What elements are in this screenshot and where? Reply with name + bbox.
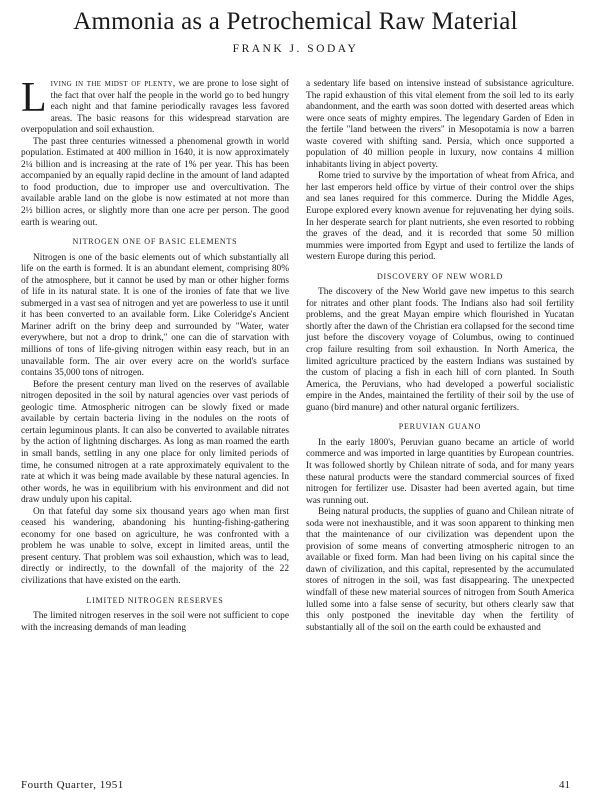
section-heading: NITROGEN ONE OF BASIC ELEMENTS: [72, 237, 238, 247]
intro-paragraph: [21, 75, 289, 137]
section-heading: DISCOVERY OF NEW WORLD: [376, 271, 504, 281]
paragraph: Nitrogen is one of the basic elements out of which substantially all life on the earth is formed. It is an abundant element, comprising 80% of the atmosphere, but it cannot be used by man or other higher forms of life in its natural state. It is one of the ironies of fate that we live submerged in a vast sea of nitrogen and yet are powerless to use it until it has been converted to an available form. Like Coleridge's Ancient Mariner adrift on the briny deep and surrounded by "Water, water everywhere, but not a drop to drink," one can die of starvation with millions of tons of life-giving nitrogen within easy reach, but in an unavailable form. The air over every acre on the world's surface contains 35,000 tons of nitrogen.: [21, 252, 289, 379]
lead-in-caps: iving in the midst of plenty,: [50, 79, 176, 89]
intro-text: we are prone to lose sight of the fact that over half the people in the world go to bed hungry each night and that famine periodically ravages less favored areas. The basic reasons for this widespread starvation are overpopulation and soil exhaustion.: [21, 79, 289, 136]
page-number: 41: [559, 779, 570, 791]
paragraph: The discovery of the New World gave new impetus to this search for nitrates and other plant foods. The Indians also had soil fertility problems, and the great Mayan empire which flourished in Yucatan shortly after the dawn of the Christian era collapsed for the second time just before the discovery voyage of Columbus, owing to continued crop failure resulting from soil exhaustion. In North America, the limited agriculture practiced by the eastern Indians was sustained by the custom of placing a fish in each hill of corn planted. In South America, the Peruvians, who had developed a powerful socialistic empire in the Andes, maintained the fertility of their soil by the use of guano (bird manure) and other natural organic fertilizers.: [306, 287, 574, 413]
footer-issue: Fourth Quarter, 1951: [21, 779, 124, 791]
left-column: [21, 75, 289, 634]
paragraph: a sedentary life based on intensive instead of subsistance agriculture. The rapid exhaustion of this vital element from the soil led to its early abandonment, and the earth was soon dotted with deserted areas which were once seats of mighty empires. The legendary Garden of Eden in the fertile "land between the rivers" in Mesopotamia is now a barren waste covered with shifting sand. Persia, which once supported a population of 40 million people in luxury, now contains 4 million inhabitants living in abject poverty.: [306, 79, 574, 170]
drop-cap: L: [21, 75, 47, 121]
article-author: FRANK J. SODAY: [232, 43, 359, 55]
paragraph: Rome tried to survive by the importation of wheat from Africa, and her last emperors held office by virtue of their control over the ships and sea lanes required for this commerce. During the Middle Ages, Europe explored every known avenue for rejuvenating her dying soils. In her desperate search for plant nutrients, she even resorted to robbing the graves of the dead, and it is recorded that some 50 million mummies were imported from Egypt and used to fertilize the lands of western Europe during this period.: [306, 171, 574, 263]
right-column: [306, 79, 574, 634]
paragraph: Being natural products, the supplies of guano and Chilean nitrate of soda were not inexhaustible, and it was soon apparent to thinking men that the maintenance of our civilization was dependent upon the provision of some means of converting atmospheric nitrogen to an available or fixed form. Man had been living on his capital since the dawn of civilization, and this capital, represented by the accumulated stores of nitrogen in the soil, was fast disappearing. The unexpected windfall of these new material sources of nitrogen from South America lulled some into a false sense of security, but others clearly saw that this only postponed the inevitable day when the fertility of substantially all of the soil on the earth could be exhausted and: [306, 507, 574, 633]
paragraph: The past three centuries witnessed a phenomenal growth in world population. Estimated at 400 million in 1640, it is now approximately 2¼ billion and is increasing at the rate of 1% per year. This has been accompanied by an equally rapid decline in the amount of land adapted to food production, due to improper use and overcultivation. The available arable land on the globe is now estimated at not more than 2½ billion acres, or slightly more than one acre per person. The good earth is wearing out.: [21, 136, 289, 228]
paragraph: On that fateful day some six thousand years ago when man first ceased his wandering, abandoning his hunting-fishing-gathering economy for one based on agriculture, he was confronted with a problem he was unable to solve, except in limited areas, until the present century. That problem was soil exhaustion, which was to lead, directly or indirectly, to the downfall of the majority of the 22 civilizations that have existed on the earth.: [21, 506, 289, 586]
section-heading: LIMITED NITROGEN RESERVES: [86, 595, 224, 605]
section-heading: PERUVIAN GUANO: [398, 422, 482, 432]
article-title: Ammonia as a Petrochemical Raw Material: [73, 8, 518, 35]
paragraph: In the early 1800's, Peruvian guano became an article of world commerce and was imported in large quantities by European countries. It was followed shortly by Chilean nitrate of soda, and for many years these natural products were the standard commercial sources of fixed nitrogen for fertilizer use. Disaster had been averted again, but time was running out.: [306, 437, 574, 506]
paragraph: Before the present century man lived on the reserves of available nitrogen deposited in the soil by natural agencies over vast periods of geologic time. Atmospheric nitrogen can be slowly fixed or made available by certain bacteria living in the nodules on the roots of certain leguminous plants. It can also be converted to available nitrates by the action of lightning discharges. As long as man roamed the earth in small bands, settling in any one place for only limited periods of time, he consumed nitrogen at a rate approximately equivalent to the rate at which it was being made available by these natural agencies. In other words, he was in equilibrium with his environment and did not draw unduly upon his capital.: [21, 379, 289, 506]
paragraph: The limited nitrogen reserves in the soil were not sufficient to cope with the increasing demands of man leading: [21, 611, 289, 633]
